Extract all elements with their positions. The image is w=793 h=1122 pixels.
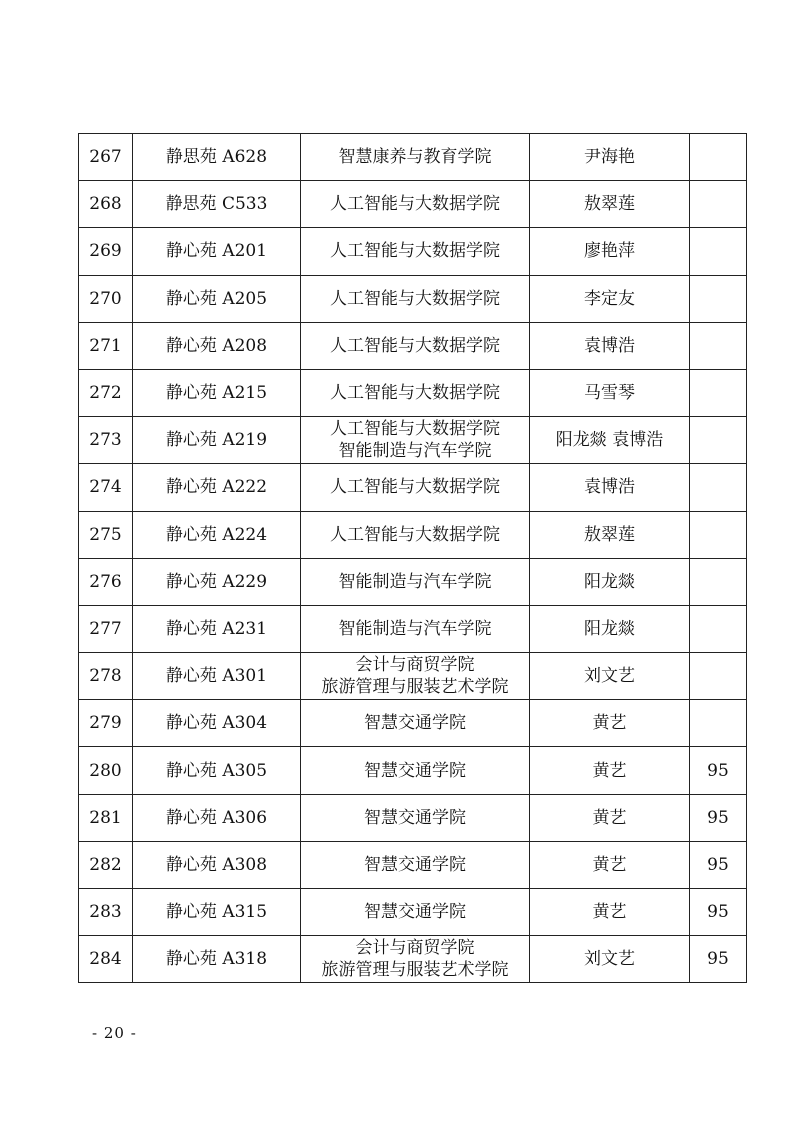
score-cell: 95 xyxy=(690,794,747,841)
table-body xyxy=(79,134,747,983)
score-cell: 95 xyxy=(690,841,747,888)
score-cell xyxy=(690,417,747,464)
table-row xyxy=(79,275,747,322)
college-name: 人工智能与大数据学院 xyxy=(330,241,500,262)
person-cell: 黄艺 xyxy=(530,794,690,841)
table-row xyxy=(79,464,747,511)
table-row xyxy=(79,747,747,794)
college-cell xyxy=(301,605,530,652)
table-row xyxy=(79,322,747,369)
row-number-cell: 271 xyxy=(79,322,133,369)
college-name: 智慧交通学院 xyxy=(364,854,466,875)
person-cell: 袁博浩 xyxy=(530,322,690,369)
table-row xyxy=(79,700,747,747)
table-row xyxy=(79,181,747,228)
college-name: 智能制造与汽车学院 xyxy=(338,618,492,639)
college-cell xyxy=(301,558,530,605)
college-name: 人工智能与大数据学院 xyxy=(330,194,500,215)
person-cell: 马雪琴 xyxy=(530,369,690,416)
row-number-cell: 268 xyxy=(79,181,133,228)
person-cell: 刘文艺 xyxy=(530,653,690,700)
table-row xyxy=(79,936,747,983)
person-cell: 廖艳萍 xyxy=(530,228,690,275)
room-cell: 静心苑 A201 xyxy=(133,228,301,275)
person-cell: 李定友 xyxy=(530,275,690,322)
score-cell xyxy=(690,228,747,275)
row-number-cell: 280 xyxy=(79,747,133,794)
score-cell xyxy=(690,653,747,700)
person-cell: 敖翠莲 xyxy=(530,181,690,228)
table-row xyxy=(79,605,747,652)
college-name: 人工智能与大数据学院 xyxy=(330,477,500,498)
row-number-cell: 273 xyxy=(79,417,133,464)
college-cell xyxy=(301,747,530,794)
room-cell: 静心苑 A205 xyxy=(133,275,301,322)
table-row xyxy=(79,369,747,416)
row-number-cell: 272 xyxy=(79,369,133,416)
college-cell xyxy=(301,275,530,322)
score-cell xyxy=(690,134,747,181)
room-cell: 静心苑 A208 xyxy=(133,322,301,369)
room-cell: 静心苑 A231 xyxy=(133,605,301,652)
row-number-cell: 274 xyxy=(79,464,133,511)
college-name: 人工智能与大数据学院 xyxy=(330,524,500,545)
table-row xyxy=(79,889,747,936)
room-cell: 静心苑 A222 xyxy=(133,464,301,511)
person-cell: 黄艺 xyxy=(530,889,690,936)
score-cell xyxy=(690,275,747,322)
row-number-cell: 269 xyxy=(79,228,133,275)
row-number-cell: 279 xyxy=(79,700,133,747)
room-cell: 静思苑 A628 xyxy=(133,134,301,181)
score-cell: 95 xyxy=(690,747,747,794)
college-name: 会计与商贸学院 xyxy=(355,655,475,676)
college-cell xyxy=(301,841,530,888)
college-cell xyxy=(301,464,530,511)
score-cell xyxy=(690,558,747,605)
table-row xyxy=(79,417,747,464)
score-cell xyxy=(690,464,747,511)
table-row xyxy=(79,841,747,888)
room-cell: 静心苑 A306 xyxy=(133,794,301,841)
college-cell xyxy=(301,134,530,181)
row-number-cell: 283 xyxy=(79,889,133,936)
room-cell: 静心苑 A215 xyxy=(133,369,301,416)
person-cell: 黄艺 xyxy=(530,700,690,747)
score-cell xyxy=(690,369,747,416)
room-cell: 静心苑 A305 xyxy=(133,747,301,794)
college-name: 旅游管理与服装艺术学院 xyxy=(321,960,509,981)
score-cell: 95 xyxy=(690,936,747,983)
college-cell xyxy=(301,511,530,558)
person-cell: 尹海艳 xyxy=(530,134,690,181)
table-row xyxy=(79,558,747,605)
college-name: 人工智能与大数据学院 xyxy=(330,383,500,404)
dormitory-table xyxy=(78,133,747,983)
college-name: 人工智能与大数据学院 xyxy=(330,335,500,356)
room-cell: 静心苑 A315 xyxy=(133,889,301,936)
college-name: 智慧交通学院 xyxy=(364,713,466,734)
table-row xyxy=(79,228,747,275)
room-cell: 静思苑 C533 xyxy=(133,181,301,228)
person-cell: 刘文艺 xyxy=(530,936,690,983)
score-cell xyxy=(690,605,747,652)
college-name: 人工智能与大数据学院 xyxy=(330,419,500,440)
table-row xyxy=(79,794,747,841)
room-cell: 静心苑 A229 xyxy=(133,558,301,605)
college-cell xyxy=(301,936,530,983)
row-number-cell: 270 xyxy=(79,275,133,322)
room-cell: 静心苑 A219 xyxy=(133,417,301,464)
room-cell: 静心苑 A304 xyxy=(133,700,301,747)
college-cell xyxy=(301,700,530,747)
college-name: 人工智能与大数据学院 xyxy=(330,288,500,309)
room-cell: 静心苑 A224 xyxy=(133,511,301,558)
person-cell: 阳龙燚 xyxy=(530,558,690,605)
table-row xyxy=(79,653,747,700)
person-cell: 黄艺 xyxy=(530,841,690,888)
score-cell xyxy=(690,322,747,369)
room-cell: 静心苑 A301 xyxy=(133,653,301,700)
score-cell xyxy=(690,511,747,558)
college-name: 智能制造与汽车学院 xyxy=(338,571,492,592)
score-cell xyxy=(690,181,747,228)
college-cell xyxy=(301,369,530,416)
college-name: 智慧康养与教育学院 xyxy=(338,147,492,168)
person-cell: 阳龙燚 袁博浩 xyxy=(530,417,690,464)
person-cell: 阳龙燚 xyxy=(530,605,690,652)
person-cell: 袁博浩 xyxy=(530,464,690,511)
college-cell xyxy=(301,417,530,464)
row-number-cell: 267 xyxy=(79,134,133,181)
person-cell: 敖翠莲 xyxy=(530,511,690,558)
room-cell: 静心苑 A308 xyxy=(133,841,301,888)
college-name: 智能制造与汽车学院 xyxy=(338,441,492,462)
row-number-cell: 282 xyxy=(79,841,133,888)
row-number-cell: 277 xyxy=(79,605,133,652)
college-name: 智慧交通学院 xyxy=(364,760,466,781)
college-cell xyxy=(301,889,530,936)
table-row xyxy=(79,511,747,558)
row-number-cell: 278 xyxy=(79,653,133,700)
college-cell xyxy=(301,653,530,700)
row-number-cell: 276 xyxy=(79,558,133,605)
college-cell xyxy=(301,794,530,841)
page-number: - 20 - xyxy=(92,1024,137,1042)
row-number-cell: 284 xyxy=(79,936,133,983)
table-row xyxy=(79,134,747,181)
college-name: 智慧交通学院 xyxy=(364,807,466,828)
college-cell xyxy=(301,181,530,228)
college-name: 会计与商贸学院 xyxy=(355,938,475,959)
college-cell xyxy=(301,228,530,275)
college-name: 旅游管理与服装艺术学院 xyxy=(321,677,509,698)
row-number-cell: 281 xyxy=(79,794,133,841)
college-name: 智慧交通学院 xyxy=(364,902,466,923)
score-cell xyxy=(690,700,747,747)
room-cell: 静心苑 A318 xyxy=(133,936,301,983)
college-cell xyxy=(301,322,530,369)
score-cell: 95 xyxy=(690,889,747,936)
row-number-cell: 275 xyxy=(79,511,133,558)
person-cell: 黄艺 xyxy=(530,747,690,794)
